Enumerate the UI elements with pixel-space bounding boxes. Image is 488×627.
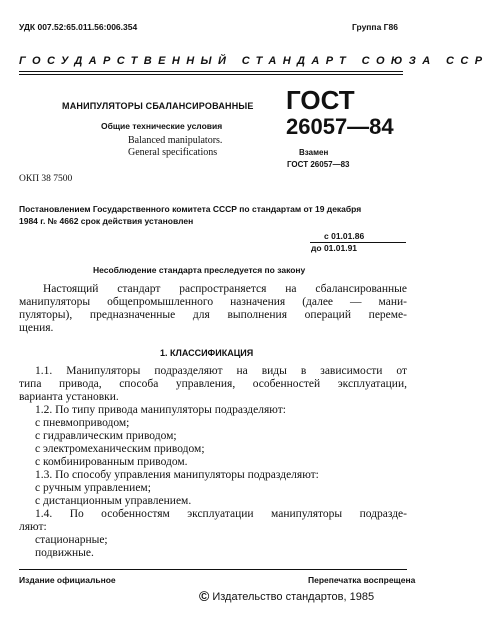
body-line-13: ляют: <box>19 521 47 533</box>
body-line-11: с дистанционным управлением. <box>35 495 192 507</box>
legal-warning: Несоблюдение стандарта преследуется по закону <box>93 265 306 275</box>
copyright-text: Издательство стандартов, 1985 <box>212 591 375 603</box>
decree-line-1: Постановлением Государственного комитета СССР по стандартам от 19 декабря <box>19 204 362 214</box>
banner-rule-top <box>19 71 403 72</box>
document-title: МАНИПУЛЯТОРЫ СБАЛАНСИРОВАННЫЕ <box>62 101 254 111</box>
gost-label: ГОСТ <box>286 85 355 115</box>
reprint-prohibited-label: Перепечатка воспрещена <box>308 575 416 585</box>
body-line-10: с ручным управлением; <box>35 482 151 494</box>
section-heading: 1. КЛАССИФИКАЦИЯ <box>160 348 254 358</box>
replaces-value: ГОСТ 26057—83 <box>287 160 350 169</box>
body-line-9: 1.3. По способу управления манипуляторы подразделяют: <box>35 469 319 481</box>
body-line-1: 1.1. Манипуляторы подразделяют на виды в зависимости от <box>35 365 407 377</box>
title-english-line-2: General specifications <box>128 147 218 158</box>
okp-code: ОКП 38 7500 <box>19 174 73 184</box>
valid-from: с 01.01.86 <box>324 231 365 241</box>
body-line-14: стационарные; <box>35 534 108 546</box>
body-line-15: подвижные. <box>35 547 94 559</box>
body-line-6: с гидравлическим приводом; <box>35 430 177 442</box>
copyright-icon: © <box>199 588 210 604</box>
state-standard-banner: ГОСУДАРСТВЕННЫЙ СТАНДАРТ СОЮЗА ССР <box>19 55 488 67</box>
udk-code: УДК 007.52:65.011.56:006.354 <box>19 22 138 32</box>
body-line-7: с электромеханическим приводом; <box>35 443 205 455</box>
intro-line-4: щения. <box>19 322 54 334</box>
title-english-line-1: Balanced manipulators. <box>128 135 223 146</box>
body-line-5: с пневмоприводом; <box>35 417 130 429</box>
body-line-4: 1.2. По типу привода манипуляторы подразделяют: <box>35 404 286 416</box>
body-line-12: 1.4. По особенностям эксплуатации манипуляторы подразде- <box>35 508 407 520</box>
footer-rule <box>19 569 407 570</box>
group-code: Группа Г86 <box>352 22 398 32</box>
body-line-8: с комбинированным приводом. <box>35 456 188 468</box>
replaces-label: Взамен <box>299 148 329 157</box>
official-edition-label: Издание официальное <box>19 575 116 585</box>
publisher-copyright <box>199 588 374 604</box>
valid-to: до 01.01.91 <box>311 243 358 253</box>
document-subtitle: Общие технические условия <box>101 121 223 131</box>
gost-number: 26057—84 <box>286 114 394 139</box>
banner-rule-bottom <box>19 74 403 75</box>
decree-line-2: 1984 г. № 4662 срок действия установлен <box>19 216 194 226</box>
intro-line-1: Настоящий стандарт распространяется на сбалансированные <box>43 283 407 295</box>
body-line-3: варианта установки. <box>19 391 119 403</box>
intro-line-2: манипуляторы общепромышленного назначения (далее — мани- <box>19 296 407 308</box>
body-line-2: типа привода, способа управления, особенностей эксплуатации, <box>19 378 407 390</box>
intro-line-3: пуляторы), предназначенные для выполнения операций переме- <box>19 309 407 321</box>
